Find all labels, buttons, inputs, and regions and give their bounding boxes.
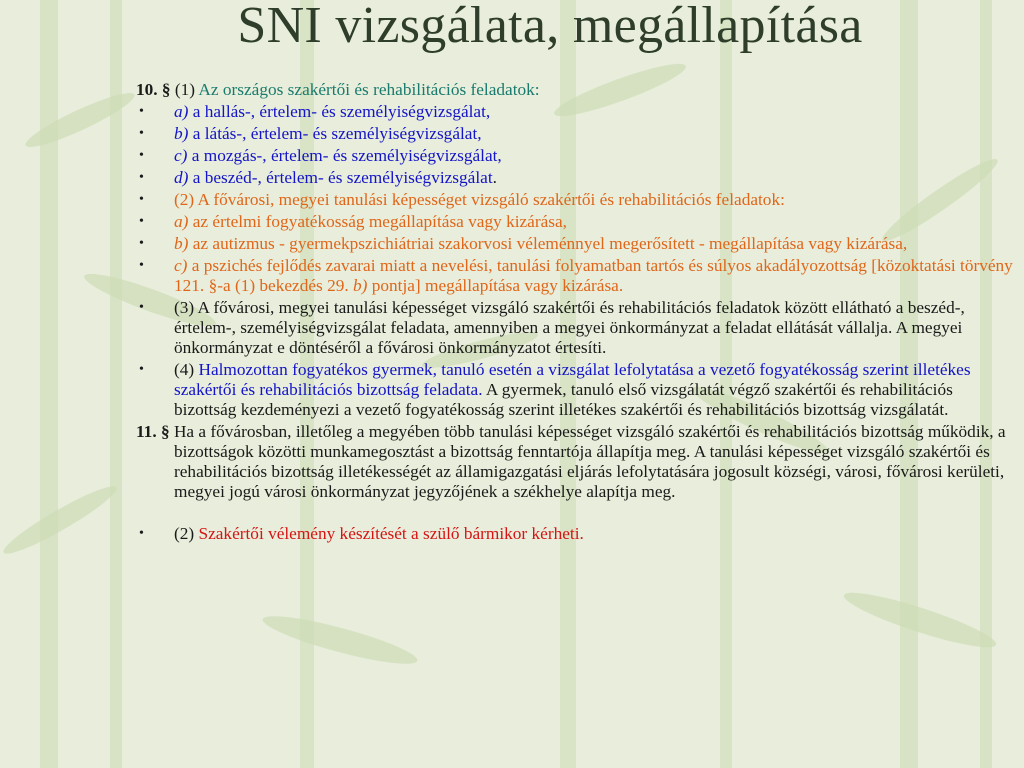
bullet-icon: •: [139, 192, 144, 207]
bullet-icon: •: [139, 258, 144, 273]
slide-title: SNI vizsgálata, megállapítása: [237, 0, 863, 54]
slide-body: [136, 80, 1016, 546]
paragraph-2: • (2) A fővárosi, megyei tanulási képességet vizsgáló szakértői és rehabilitációs feladatok:: [139, 190, 785, 209]
bullet-icon: •: [139, 126, 144, 141]
list-item: • b) az autizmus - gyermekpszichiátriai szakorvosi véleménnyel megerősített - megállapítása vagy kizárása,: [139, 234, 908, 253]
section-10-heading: 10. § (1) Az országos szakértői és rehabilitációs feladatok:: [136, 80, 540, 99]
bullet-icon: •: [139, 362, 144, 377]
section-number: 10. §: [136, 80, 171, 99]
paragraph-4: • (4) Halmozottan fogyatékos gyermek, tanuló esetén a vizsgálat lefolytatása a vezető fogyatékosság szerint illetékes szakértői és rehabilitációs bizottság feladata. A gyermek, tanuló első vizsgálatát végző szakértői és rehabilitációs bizottság kezdeményezi a vezető fogyatékosság szerint illetékes szakértői és rehabilitációs bizottság vizsgálatát.: [139, 360, 971, 419]
bullet-icon: •: [139, 104, 144, 119]
bullet-icon: •: [139, 170, 144, 185]
section-11-paragraph-2: • (2) Szakértői vélemény készítését a szülő bármikor kérheti.: [139, 524, 584, 543]
spacer: [136, 504, 1016, 524]
section-11: 11. § Ha a fővárosban, illetőleg a megyében több tanulási képességet vizsgáló szakértői és rehabilitációs bizottság működik, a bizottságok közötti munkamegosztást a bizottság fenntartója állapítja meg. A tanulási képességet vizsgáló szakértői és rehabilitációs bizottság illetékességét az államigazgatási eljárás lefolytatására jogosult községi, városi, fővárosi kerületi, megyei jogú városi önkormányzat jegyzőjének a székhelye alapítja meg.: [136, 422, 1006, 501]
bullet-icon: •: [139, 148, 144, 163]
bullet-icon: •: [139, 526, 144, 541]
list-item: • a) az értelmi fogyatékosság megállapítása vagy kizárása,: [139, 212, 567, 231]
list-item: • d) a beszéd-, értelem- és személyiségvizsgálat.: [139, 168, 497, 187]
list-item: • a) a hallás-, értelem- és személyiségvizsgálat,: [139, 102, 491, 121]
list-item: • c) a mozgás-, értelem- és személyiségvizsgálat,: [139, 146, 502, 165]
bullet-icon: •: [139, 300, 144, 315]
paragraph-3: • (3) A fővárosi, megyei tanulási képességet vizsgáló szakértői és rehabilitációs feladatok között ellátható a beszéd-, értelem-, személyiségvizsgálat feladata, amennyiben a megyei önkormányzat a feladat ellátását vállalja. A megyei önkormányzat e döntéséről a fővárosi önkormányzatot értesíti.: [139, 298, 965, 357]
list-item: • c) a pszichés fejlődés zavarai miatt a nevelési, tanulási folyamatban tartós és súlyos akadályozottság [közoktatási törvény 121. §-a (1) bekezdés 29. b) pontja] megállapítása vagy kizárása.: [139, 256, 1013, 295]
bullet-icon: •: [139, 236, 144, 251]
bullet-icon: •: [139, 214, 144, 229]
section-number: 11. §: [136, 422, 170, 441]
list-item: • b) a látás-, értelem- és személyiségvizsgálat,: [139, 124, 482, 143]
